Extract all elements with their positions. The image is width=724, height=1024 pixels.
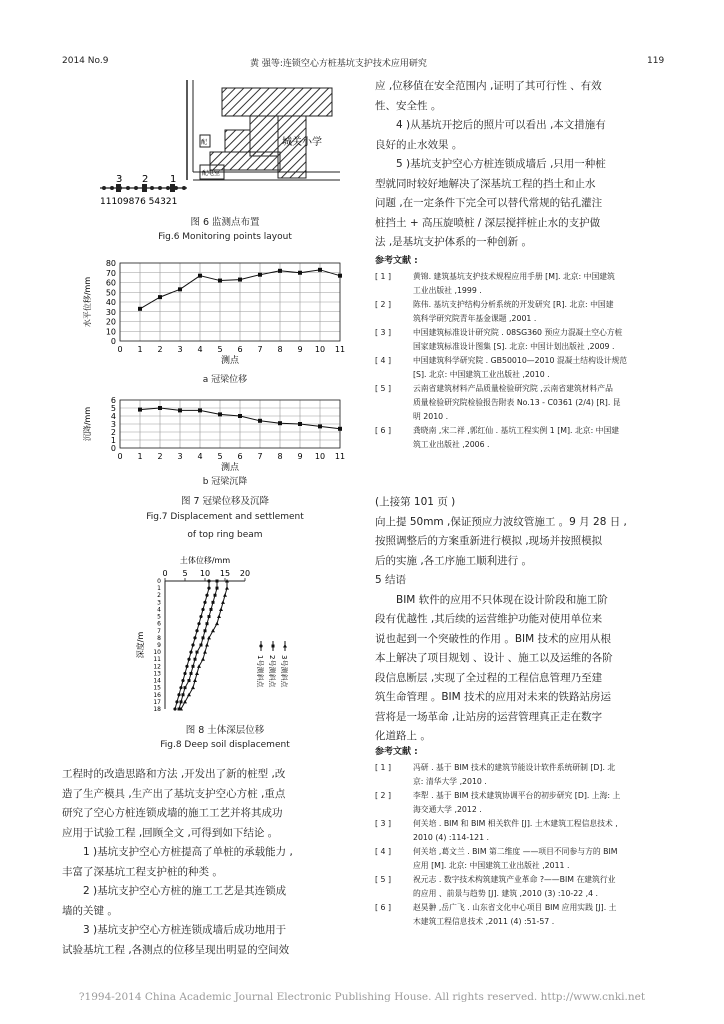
reference-text: 陈伟. 基坑支护结构分析系统的开发研究 [R]. 北京: 中国建 [413, 300, 614, 309]
reference-text: 筑工业出版社 ,2006 . [413, 440, 490, 449]
data-point [200, 644, 203, 647]
reference-item [375, 424, 675, 452]
body-line: 法 ,是基坑支护体系的一种创新 。 [375, 236, 533, 248]
legend-label: 3号测斜点 [280, 655, 288, 688]
data-point [203, 601, 206, 604]
reference-text: 质量检验研究院检验报告附表 No.13 - C0361 (2/4) [R]. 昆 [413, 398, 621, 407]
x-tick-label: 5 [217, 345, 223, 354]
y-tick-label: 20 [105, 317, 116, 327]
data-point [210, 608, 213, 611]
legend-label: 2号测斜点 [268, 655, 276, 688]
data-point [216, 580, 219, 583]
fig7b-sublabel: b 冠梁沉降 [202, 477, 248, 487]
data-point [177, 693, 180, 696]
marker-1: 1 [170, 174, 177, 185]
data-point [189, 651, 192, 654]
reference-item [375, 382, 675, 424]
reference-text: 赵昊翀 ,岳广飞 . 山东省文化中心项目 BIM 应用实践 [J]. 土 [413, 903, 617, 912]
body-line: 2 )基坑支护空心方桩的施工工艺是其连锁成 [83, 885, 287, 897]
data-point [191, 643, 194, 646]
body-line: 问题 ,在一定条件下完全可以替代常规的钻孔灌注 [375, 197, 603, 209]
reference-text: 国家建筑标准设计图集 [S]. 北京: 中国计划出版社 ,2009 . [413, 342, 615, 351]
body-line: 性、安全性 。 [375, 99, 442, 112]
x-tick-label: 3 [177, 452, 183, 461]
y-tick-label: 18 [153, 706, 161, 713]
x-tick-label: 5 [217, 452, 223, 461]
body-line: 化道路上 。 [375, 730, 431, 742]
y-tick-label: 9 [157, 642, 161, 649]
body-line: 工程时的改造思路和方法 ,开发出了新的桩型 ,改 [62, 768, 286, 780]
reference-text: 海交通大学 ,2012 . [413, 805, 482, 814]
y-tick-label: 6 [157, 620, 161, 628]
data-point [278, 269, 282, 273]
data-point [194, 658, 197, 661]
y-axis-label: 水平位移/mm [83, 276, 92, 328]
data-point [193, 679, 197, 683]
reference-number: [ 5 ] [375, 384, 392, 393]
data-point [212, 601, 215, 604]
data-point [138, 307, 142, 311]
reference-text: 京: 清华大学 ,2010 . [413, 777, 487, 786]
reference-number: [ 3 ] [375, 819, 392, 828]
data-point [298, 422, 302, 426]
data-point [192, 665, 195, 668]
body-line: 3 )基坑支护空心方桩连锁成墙后成功地用于 [83, 924, 287, 936]
data-point [205, 594, 208, 597]
figure-7b-chart [80, 395, 350, 475]
x-tick-label: 1 [137, 452, 143, 461]
x-tick-label: 1 [137, 345, 143, 354]
body-line: 研究了空心方桩连锁成墙的施工工艺并将其成功 [62, 807, 283, 819]
data-point [318, 268, 322, 272]
x-tick-label: 4 [197, 345, 203, 354]
reference-item [375, 901, 675, 929]
fig7-caption-en-1: Fig.7 Displacement and settlement [146, 512, 304, 522]
data-point [278, 421, 282, 425]
data-point [201, 608, 204, 611]
series-line-2 [179, 581, 217, 709]
data-point [318, 424, 322, 428]
reference-item [375, 326, 675, 354]
data-point [199, 615, 202, 618]
y-tick-label: 0 [157, 578, 161, 585]
fig6-caption-en: Fig.6 Monitoring points layout [158, 232, 292, 242]
legend-marker [272, 645, 275, 648]
data-point [238, 278, 242, 282]
label-small: 配 [201, 139, 208, 146]
reference-text: 2010 (4) :114-121 . [413, 833, 490, 842]
y-tick-label: 4 [157, 606, 161, 614]
x-tick-label: 3 [177, 345, 183, 354]
reference-item [375, 845, 675, 873]
y-tick-label: 11 [153, 656, 161, 664]
x-tick-label: 10 [199, 569, 211, 578]
figure-6-layout [90, 80, 350, 210]
building-left [225, 130, 250, 152]
data-point [208, 615, 211, 618]
fig8-caption-en: Fig.8 Deep soil displacement [160, 740, 290, 750]
y-tick-label: 8 [157, 634, 161, 642]
reference-text: 李犁 . 基于 BIM 技术建筑协调平台的初步研究 [D]. 上海: 上 [413, 791, 621, 800]
x-axis-label: 测点 [220, 356, 240, 366]
x-tick-label: 8 [277, 345, 283, 354]
data-point [193, 636, 196, 639]
data-point [178, 287, 182, 291]
building-bottom [210, 152, 280, 170]
references-list [375, 761, 675, 929]
x-tick-label: 0 [162, 569, 168, 578]
fig7a-sublabel: a 冠梁位移 [202, 375, 248, 385]
reference-text: 筑科学研究院青年基金课题 ,2001 . [413, 314, 537, 323]
y-axis-label: 深度/m [136, 631, 145, 659]
body-line: 丰富了深基坑工程支护桩的种类 。 [62, 865, 223, 878]
x-tick-label: 9 [297, 345, 303, 354]
reference-text: 何关培 . BIM 和 BIM 相关软件 [J]. 土木建筑工程信息技术 , [413, 819, 618, 828]
reference-number: [ 3 ] [375, 328, 392, 337]
references-1 [375, 253, 675, 452]
data-point [223, 593, 227, 597]
x-axis-title: 土体位移/mm [179, 556, 231, 565]
data-point [173, 707, 176, 710]
data-point [207, 579, 210, 582]
reference-text: 何关培 ,葛文兰 . BIM 第二维度 ——项目不同参与方的 BIM [413, 847, 618, 856]
running-title: 黄 强等:连锁空心方桩基坑支护技术应用研究 [250, 59, 427, 69]
continuation-note: (上接第 101 页 ) [375, 496, 456, 508]
data-point [196, 651, 199, 654]
y-axis-label: 沉降/mm [83, 406, 92, 442]
x-tick-label: 11 [334, 452, 346, 461]
data-point [225, 586, 229, 590]
data-point [338, 274, 342, 278]
data-point [195, 629, 198, 632]
reference-text: 黄锦. 建筑基坑支护技术规程应用手册 [M]. 北京: 中国建筑 [413, 272, 615, 281]
data-point [258, 419, 262, 423]
reference-item [375, 354, 675, 382]
x-tick-label: 10 [314, 345, 326, 354]
data-point [138, 408, 142, 412]
y-tick-label: 6 [110, 396, 116, 405]
data-point [185, 665, 188, 668]
reference-item [375, 873, 675, 901]
data-point [191, 686, 195, 690]
y-tick-label: 2 [157, 592, 161, 600]
reference-text: 冯研 . 基于 BIM 技术的建筑节能设计软件系统研制 [D]. 北 [413, 763, 616, 772]
data-point [158, 295, 162, 299]
body-line: 段有优越性 ,其后续的运营维护功能对使用单位来 [375, 613, 603, 625]
data-point [216, 587, 219, 590]
reference-text: 龚晓南 ,宋二祥 ,郭红仙 . 基坑工程实例 1 [M]. 北京: 中国建 [413, 426, 620, 435]
reference-number: [ 6 ] [375, 426, 392, 435]
data-point [207, 587, 210, 590]
figure-7a-chart [80, 255, 350, 370]
data-point [183, 672, 186, 675]
x-tick-label: 8 [277, 452, 283, 461]
reference-item [375, 270, 675, 298]
reference-number: [ 1 ] [375, 763, 392, 772]
fig8-caption-cn: 图 8 土体深层位移 [185, 725, 265, 736]
y-tick-label: 3 [110, 420, 116, 429]
references-2 [375, 744, 675, 929]
body-line: BIM 软件的应用不只体现在设计阶段和施工阶 [396, 593, 608, 606]
reference-number: [ 4 ] [375, 356, 392, 365]
x-tick-label: 9 [297, 452, 303, 461]
legend-label: 1号测斜点 [256, 655, 264, 688]
data-point [201, 657, 205, 661]
y-tick-label: 13 [153, 670, 161, 678]
data-point [204, 629, 207, 632]
reference-number: [ 5 ] [375, 875, 392, 884]
body-line: 1 )基坑支护空心方桩提高了单桩的承载能力 , [83, 846, 293, 858]
reference-text: 明 2010 . [413, 412, 449, 421]
y-tick-label: 12 [153, 663, 161, 671]
x-tick-label: 6 [237, 345, 243, 354]
label-school: 城关小学 [282, 137, 322, 148]
references-title: 参考文献 : [375, 747, 418, 757]
y-tick-label: 4 [110, 412, 116, 421]
reference-text: [S]. 北京: 中国建筑工业出版社 ,2010 . [413, 370, 550, 379]
fig7-caption-en-2: of top ring beam [187, 530, 263, 540]
reference-text: 祝元志 . 数字技术构筑建筑产业革命 ?——BIM 在建筑行业 [413, 875, 616, 884]
section-heading: 5 结语 [375, 574, 407, 586]
data-point [175, 700, 178, 703]
data-point [187, 658, 190, 661]
data-point [179, 686, 182, 689]
data-point [198, 274, 202, 278]
body-line: 营将是一场革命 ,让站房的运营管理真正走在数字 [375, 710, 603, 723]
y-tick-label: 16 [153, 691, 161, 699]
copyright-footer: ?1994-2014 China Academic Journal Electronic Publishing House. All rights reserved. http://www.cnki.net [78, 991, 646, 1003]
reference-item [375, 817, 675, 845]
body-line: 应用于试验工程 ,回顾全文 ,可得到如下结论 。 [62, 826, 279, 839]
series-line-3 [181, 581, 227, 709]
y-tick-label: 10 [153, 649, 161, 657]
data-point [214, 594, 217, 597]
y-tick-label: 3 [157, 599, 161, 607]
y-tick-label: 50 [105, 288, 116, 298]
data-point [195, 671, 199, 675]
x-axis-label: 测点 [220, 463, 240, 473]
reference-number: [ 2 ] [375, 300, 392, 309]
x-tick-label: 2 [157, 345, 163, 354]
building-stem [250, 116, 278, 156]
x-tick-label: 0 [117, 452, 123, 461]
right-column-top [375, 77, 675, 253]
reference-text: 中国建筑科学研究院 . GB50010—2010 混凝土结构设计规范 [413, 356, 628, 365]
references-title: 参考文献 : [375, 256, 418, 266]
data-point [215, 622, 219, 626]
y-tick-label: 10 [105, 327, 116, 337]
data-point [197, 622, 200, 625]
body-line: 桩挡土 + 高压旋喷桩 / 深层搅拌桩止水的支护做 [375, 216, 601, 229]
y-tick-label: 5 [110, 404, 116, 413]
journal-issue: 2014 No.9 [62, 56, 109, 66]
y-tick-label: 1 [157, 585, 161, 593]
legend-marker [259, 644, 262, 647]
y-tick-label: 15 [153, 684, 161, 692]
x-tick-label: 2 [157, 452, 163, 461]
page-number: 119 [647, 56, 665, 66]
y-tick-label: 5 [157, 613, 161, 621]
x-tick-label: 10 [314, 452, 326, 461]
x-tick-label: 20 [239, 569, 251, 578]
reference-text: 中国建筑标准设计研究院 . 08SG360 预应力混凝土空心方桩 [413, 328, 623, 337]
data-point [219, 607, 223, 611]
building-top [222, 88, 332, 116]
data-point [338, 427, 342, 431]
body-line: 5 )基坑支护空心方桩连锁成墙后 ,只用一种桩 [396, 158, 606, 170]
reference-text: 应用 [M]. 北京: 中国建筑工业出版社 ,2011 . [413, 861, 570, 870]
reference-item [375, 761, 675, 789]
y-tick-label: 0 [110, 337, 116, 346]
reference-number: [ 1 ] [375, 272, 392, 281]
figure-8-chart [135, 555, 335, 715]
reference-item [375, 789, 675, 817]
y-tick-label: 14 [153, 677, 161, 685]
body-line: 良好的止水效果 。 [375, 138, 463, 151]
legend-marker [283, 644, 287, 648]
reference-number: [ 4 ] [375, 847, 392, 856]
reference-number: [ 2 ] [375, 791, 392, 800]
right-column-mid [375, 493, 675, 747]
reference-item [375, 298, 675, 326]
fig6-caption-cn: 图 6 监测点布置 [190, 217, 260, 228]
body-line: 造了生产模具 ,生产出了基坑支护空心方桩 ,重点 [62, 787, 286, 800]
data-point [202, 636, 205, 639]
data-point [182, 693, 185, 696]
reference-text: 的应用 、前景与趋势 [J]. 建筑 ,2010 (3) :10-22 ,4 . [413, 889, 599, 898]
body-line: 墙的关键 。 [62, 904, 118, 917]
reference-text: 云南省建筑材料产品质量检验研究院 ,云南省建筑材料产品 [413, 384, 613, 393]
y-tick-label: 40 [105, 298, 116, 307]
data-point [190, 672, 193, 675]
data-point [206, 622, 209, 625]
y-tick-label: 7 [157, 627, 161, 635]
data-point [188, 679, 191, 682]
x-tick-label: 11 [334, 345, 346, 354]
body-line: 按照调整后的方案重新进行模拟 ,现场并按照模拟 [375, 535, 603, 547]
y-tick-label: 60 [105, 278, 116, 288]
left-column-text [62, 765, 362, 960]
data-point [298, 271, 302, 275]
reference-number: [ 6 ] [375, 903, 392, 912]
body-line: 本上解决了项目规划 、设计 、施工以及运维的各阶 [375, 652, 613, 664]
fig7-caption-cn: 图 7 冠梁位移及沉降 [180, 496, 270, 507]
body-line: 向上提 50mm ,保证预应力波纹管施工 。9 月 28 日 , [375, 515, 627, 528]
marker-sequence: 11109876 54321 [100, 197, 178, 207]
data-point [198, 408, 202, 412]
y-tick-label: 80 [105, 259, 116, 268]
data-point [178, 408, 182, 412]
references-list [375, 270, 675, 452]
data-point [158, 406, 162, 410]
x-tick-label: 0 [117, 345, 123, 354]
reference-text: 木建筑工程信息技术 ,2011 (4) :51-57 . [413, 917, 555, 926]
data-point [218, 412, 222, 416]
y-tick-label: 0 [110, 444, 116, 453]
y-tick-label: 2 [110, 428, 116, 437]
body-line: 说也起到一个突破性的作用 。BIM 技术的应用从根 [375, 632, 612, 645]
data-point [181, 679, 184, 682]
x-tick-label: 15 [219, 569, 231, 578]
body-line: 4 )从基坑开挖后的照片可以看出 ,本文措施有 [396, 119, 606, 131]
data-point [203, 650, 207, 654]
y-tick-label: 30 [105, 307, 116, 317]
y-tick-label: 17 [153, 698, 161, 706]
marker-3: 3 [116, 174, 123, 185]
data-point [221, 600, 225, 604]
body-line: 试验基坑工程 ,各测点的位移呈现出明显的空间效 [62, 943, 290, 956]
body-line: 型就同时较好地解决了深基坑工程的挡土和止水 [375, 177, 596, 190]
reference-text: 工业出版社 ,1999 . [413, 286, 482, 295]
x-tick-label: 4 [197, 452, 203, 461]
data-point [218, 279, 222, 283]
body-line: 后的实施 ,各工序施工顺利进行 。 [375, 554, 533, 567]
data-point [205, 643, 209, 647]
data-point [180, 700, 183, 703]
y-tick-label: 70 [105, 268, 116, 278]
data-point [258, 273, 262, 277]
y-tick-label: 1 [110, 436, 116, 445]
body-line: 段信息断层 ,实现了全过程的工程信息管理乃至建 [375, 671, 603, 684]
body-line: 筑生命管理 。BIM 技术的应用对未来的铁路站房运 [375, 691, 612, 703]
x-tick-label: 7 [257, 345, 263, 354]
x-tick-label: 7 [257, 452, 263, 461]
x-tick-label: 5 [182, 569, 188, 578]
data-point [238, 414, 242, 418]
x-tick-label: 6 [237, 452, 243, 461]
marker-2: 2 [142, 174, 149, 185]
data-point [217, 615, 221, 619]
label-power-room: 配电室 [202, 170, 221, 177]
data-point [184, 686, 187, 689]
body-line: 应 ,位移值在安全范围内 ,证明了其可行性 、有效 [375, 80, 602, 92]
